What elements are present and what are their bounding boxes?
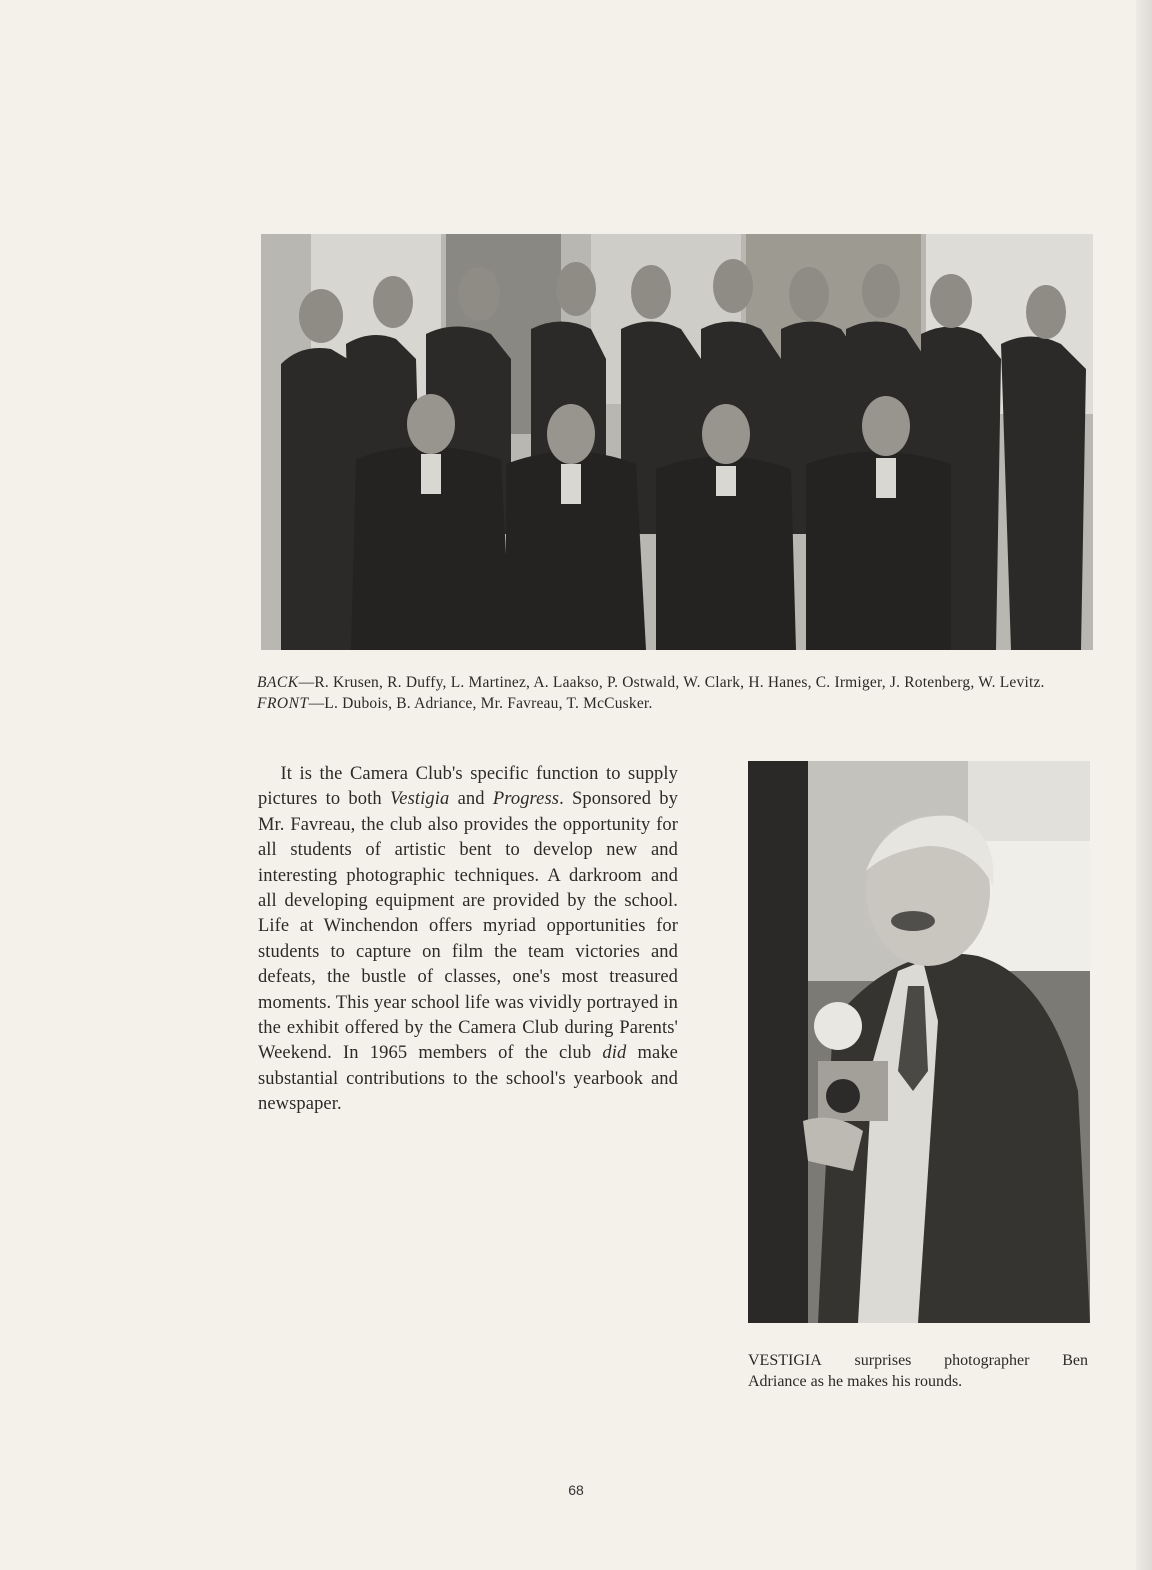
- group-photo: [261, 234, 1093, 650]
- caption-back-label: BACK: [257, 674, 299, 691]
- caption-front-label: FRONT: [257, 695, 309, 712]
- caption-back-names: —R. Krusen, R. Duffy, L. Martinez, A. Laakso, P. Ostwald, W. Clark, H. Hanes, C. Irmiger, J. Rotenberg, W. Levitz.: [298, 674, 1045, 691]
- body-and: and: [449, 789, 493, 810]
- body-paragraph: [258, 762, 678, 1118]
- caption-word-4: Ben: [1062, 1352, 1088, 1369]
- portrait-caption-line-2: Adriance as he makes his rounds.: [748, 1373, 963, 1390]
- portrait-caption-line-1: [748, 1350, 1088, 1371]
- body-text-part-2: . Sponsored by Mr. Favreau, the club also provides the opportunity for all students of artistic bent to develop new and interesting photographic techniques. A darkroom and all developing equipment are provided by the school. Life at Winchendon offers myriad opportunities for students to capture on film the team victories and defeats, the bustle of classes, one's most treasured moments. This year school life was vividly portrayed in the exhibit offered by the Camera Club during Parents' Weekend. In 1965 members of the club: [258, 789, 678, 1064]
- portrait-caption: [748, 1350, 1088, 1392]
- body-text-part-3: make substantial contributions to the school's yearbook and newspaper.: [258, 1043, 678, 1115]
- page-number: 68: [568, 1482, 584, 1498]
- body-did: did: [602, 1043, 627, 1064]
- caption-word-1: VESTIGIA: [748, 1352, 822, 1369]
- body-vestigia: Vestigia: [389, 789, 450, 810]
- page-edge: [1136, 0, 1152, 1570]
- caption-word-3: photographer: [944, 1352, 1030, 1369]
- caption-word-2: surprises: [854, 1352, 912, 1369]
- portrait-photo: [748, 761, 1090, 1323]
- group-photo-caption: [257, 672, 1097, 714]
- body-progress: Progress: [492, 789, 560, 810]
- caption-front-names: —L. Dubois, B. Adriance, Mr. Favreau, T. McCusker.: [308, 695, 653, 712]
- body-text-part-1: It is the Camera Club's specific function to supply pictures to both: [258, 764, 679, 810]
